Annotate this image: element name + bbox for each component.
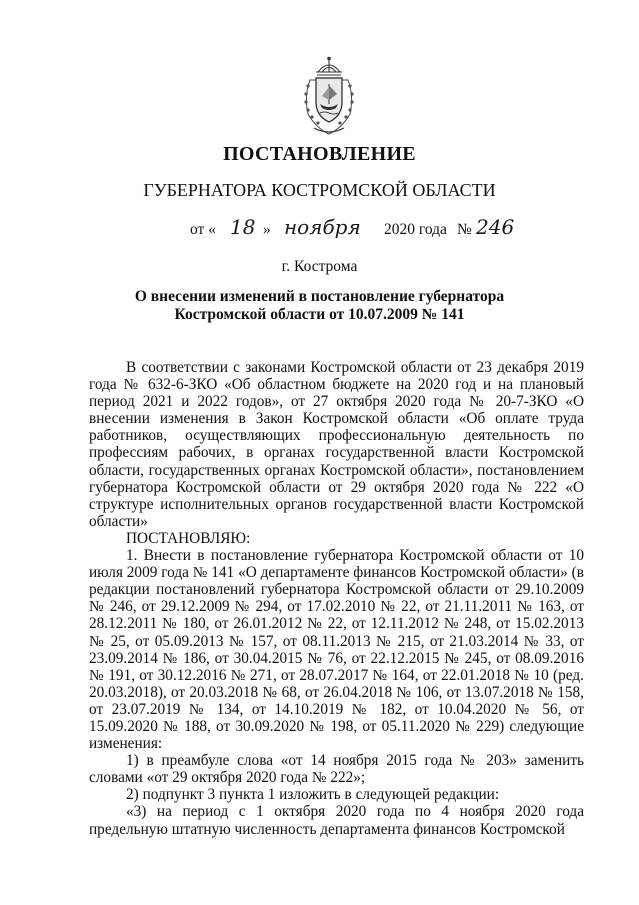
preamble-paragraph: В соответствии с законами Костромской области от 23 декабря 2019 года № 632-6-ЗКО «Об областном бюджете на 2020 год и на плановый период 2021 и 2022 годов», от 27 октября 2020 года № 20-7-ЗКО «О внесении изменения в Закон Костромской области «Об оплате труда работников, осуществляющих профессиональную деятельность по профессиям рабочих, в органах государственной власти Костромской области, государственных органах Костромской области», постановлением губернатора Костромской области от 29 октября 2020 года № 222 «О структуре исполнительных органов государственной власти Костромской области»	[89, 359, 584, 530]
document-number-handwritten: 246	[476, 215, 515, 239]
document-type-title: ПОСТАНОВЛЕНИЕ	[223, 143, 416, 165]
date-month-handwritten: ноября	[284, 215, 361, 239]
heading-line-2: Костромской области от 10.07.2009 № 141	[174, 306, 465, 323]
date-quote-close: »	[263, 221, 271, 238]
subitem-2-paragraph: 2) подпункт 3 пункта 1 изложить в следующей редакции:	[126, 786, 500, 804]
subitem-1-paragraph: 1) в преамбуле слова «от 14 ноября 2015 года № 203» заменить словами «от 29 октября 2020 года № 222»;	[89, 752, 584, 787]
date-day-handwritten: 18	[230, 215, 256, 239]
document-body	[89, 359, 584, 838]
issuer-name: ГУБЕРНАТОРА КОСТРОМСКОЙ ОБЛАСТИ	[143, 180, 496, 200]
item-1-paragraph: 1. Внести в постановление губернатора Костромской области от 10 июля 2009 года № 141 «О департаменте финансов Костромской области» (в редакции постановлений губернатора Костромской области от 29.10.2009 № 246, от 29.12.2009 № 294, от 17.02.2010 № 22, от 21.11.2011 № 163, от 28.12.2011 № 180, от 26.01.2012 № 22, от 12.11.2012 № 248, от 15.02.2013 № 25, от 05.09.2013 № 157, от 08.11.2013 № 215, от 21.03.2014 № 33, от 23.09.2014 № 186, от 30.04.2015 № 76, от 22.12.2015 № 245, от 08.09.2016 № 191, от 30.12.2016 № 271, от 28.07.2017 № 164, от 22.01.2018 № 10 (ред. 20.03.2018), от 20.03.2018 № 68, от 26.04.2018 № 106, от 13.07.2018 № 158, от 23.07.2019 № 134, от 14.10.2019 № 182, от 10.04.2020 № 56, от 15.09.2020 № 188, от 30.09.2020 № 198, от 05.11.2020 № 229) следующие изменения:	[89, 547, 584, 753]
heading-line-1: О внесении изменений в постановление губернатора	[134, 288, 505, 305]
document-heading	[0, 288, 639, 324]
coat-of-arms-emblem	[296, 56, 362, 136]
date-year: 2020 года	[384, 221, 447, 238]
city-name: г. Кострома	[281, 258, 358, 275]
number-label: №	[457, 221, 472, 238]
subitem-3-paragraph: «3) на период с 1 октября 2020 года по 4 ноября 2020 года предельную штатную численность департамента финансов Костромской	[89, 803, 584, 838]
decree-word: ПОСТАНОВЛЯЮ:	[126, 529, 251, 547]
date-prefix: от «	[190, 221, 216, 238]
